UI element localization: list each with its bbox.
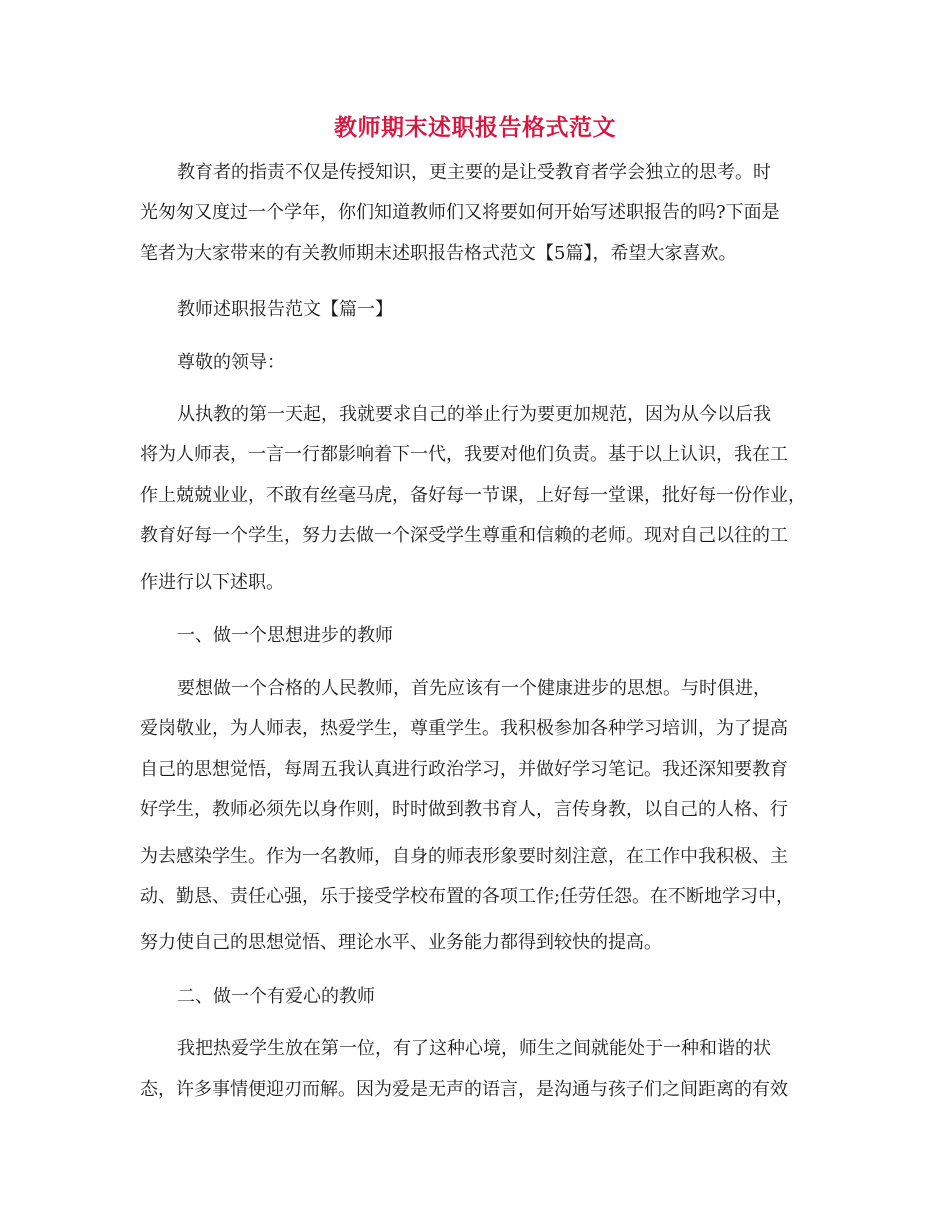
paragraph-line: 作进行以下述职。 [140,572,284,593]
paragraph-line: 教育好每一个学生，努力去做一个深受学生尊重和信赖的老师。现对自己以往的工 [140,525,788,546]
paragraph-line: 我把热爱学生放在第一位，有了这种心境，师生之间就能处于一种和谐的状 [177,1038,771,1059]
paragraph-line: 作上兢兢业业，不敢有丝毫马虎，备好每一节课，上好每一堂课，批好每一份作业， [140,485,806,506]
subheading: 一、做一个思想进步的教师 [177,625,393,646]
paragraph-line: 从执教的第一天起，我就要求自己的举止行为要更加规范，因为从今以后我 [177,404,771,425]
paragraph-line: 好学生，教师必须先以身作则，时时做到教书育人，言传身教，以自己的人格、行 [140,799,788,820]
document-title: 教师期末述职报告格式范文 [334,114,616,141]
paragraph-line: 爱岗敬业，为人师表，热爱学生，尊重学生。我积极参加各种学习培训，为了提高 [140,718,788,739]
paragraph-line: 要想做一个合格的人民教师，首先应该有一个健康进步的思想。与时俱进， [177,678,771,699]
section-heading: 教师述职报告范文【篇一】 [177,299,393,320]
paragraph-line: 自己的思想觉悟，每周五我认真进行政治学习，并做好学习笔记。我还深知要教育 [140,759,788,780]
paragraph-line: 态，许多事情便迎刃而解。因为爱是无声的语言，是沟通与孩子们之间距离的有效 [140,1079,788,1100]
subheading: 二、做一个有爱心的教师 [177,986,375,1007]
paragraph-line: 努力使自己的思想觉悟、理论水平、业务能力都得到较快的提高。 [140,932,662,953]
paragraph-line: 为去感染学生。作为一名教师，自身的师表形象要时刻注意，在工作中我积极、主 [140,846,788,867]
intro-line: 笔者为大家带来的有关教师期末述职报告格式范文【5篇】，希望大家喜欢。 [140,243,737,264]
intro-line: 光匆匆又度过一个学年，你们知道教师们又将要如何开始写述职报告的吗?下面是 [140,202,780,223]
salutation: 尊敬的领导： [177,352,285,373]
paragraph-line: 将为人师表，一言一行都影响着下一代，我要对他们负责。基于以上认识，我在工 [140,444,788,465]
intro-line: 教育者的指责不仅是传授知识，更主要的是让受教育者学会独立的思考。时 [177,162,771,183]
paragraph-line: 动、勤恳、责任心强，乐于接受学校布置的各项工作;任劳任怨。在不断地学习中， [140,886,795,907]
